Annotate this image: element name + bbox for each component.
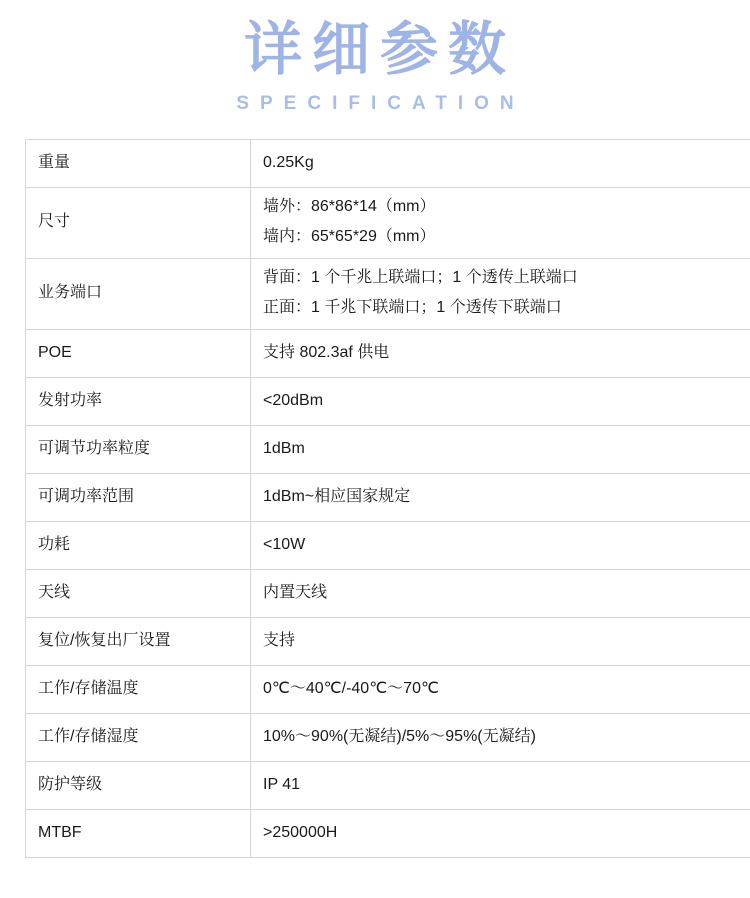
title-block xyxy=(0,0,750,115)
table-row xyxy=(26,329,750,377)
table-row xyxy=(26,377,750,425)
spec-value-line: 0.25Kg xyxy=(263,153,314,171)
spec-label-cell: 功耗 xyxy=(26,521,251,569)
page-title: 详细参数 xyxy=(243,17,516,82)
spec-value-cell xyxy=(251,258,750,329)
page-subtitle: SPECIFICATION xyxy=(236,92,525,114)
specification-table-body xyxy=(26,139,750,857)
spec-value-line: 支持 xyxy=(263,631,296,649)
spec-label-cell: 可调节功率粒度 xyxy=(26,425,251,473)
table-row xyxy=(26,665,750,713)
spec-label-cell: 工作/存储温度 xyxy=(26,665,251,713)
table-row xyxy=(26,187,750,258)
spec-label-cell: 工作/存储湿度 xyxy=(26,713,251,761)
spec-value-cell xyxy=(251,377,750,425)
spec-value-cell xyxy=(251,329,750,377)
spec-value-line: 1dBm xyxy=(263,439,305,457)
spec-value-line: IP 41 xyxy=(263,775,301,793)
table-row xyxy=(26,713,750,761)
spec-value-line: 墙内：65*65*29（mm） xyxy=(263,228,436,245)
table-row xyxy=(26,473,750,521)
spec-label-cell: 业务端口 xyxy=(26,258,251,329)
table-row xyxy=(26,617,750,665)
spec-label-cell: MTBF xyxy=(26,809,251,857)
spec-label-cell: 尺寸 xyxy=(26,187,251,258)
spec-value-cell xyxy=(251,473,750,521)
spec-value-line: <20dBm xyxy=(263,391,324,409)
spec-value-line: 墙外：86*86*14（mm） xyxy=(263,198,436,216)
spec-label-cell: 天线 xyxy=(26,569,251,617)
spec-value-line: <10W xyxy=(263,535,306,553)
table-row xyxy=(26,139,750,187)
spec-label-cell: 发射功率 xyxy=(26,377,251,425)
table-row xyxy=(26,425,750,473)
specification-table xyxy=(25,139,750,858)
spec-value-cell xyxy=(251,665,750,713)
spec-value-line: 0℃～40℃/-40℃～70℃ xyxy=(263,679,439,697)
spec-value-cell xyxy=(251,809,750,857)
spec-label-cell: 重量 xyxy=(26,139,251,187)
spec-value-line: 支持 802.3af 供电 xyxy=(263,343,390,361)
spec-label-cell: 复位/恢复出厂设置 xyxy=(26,617,251,665)
spec-label-cell: 可调功率范围 xyxy=(26,473,251,521)
spec-value-cell xyxy=(251,187,750,258)
table-row xyxy=(26,258,750,329)
spec-value-line: 正面：1 千兆下联端口；1 个透传下联端口 xyxy=(263,299,562,316)
spec-value-line: 内置天线 xyxy=(263,583,328,601)
spec-value-line: 10%～90%(无凝结)/5%～95%(无凝结) xyxy=(263,727,536,745)
spec-value-cell xyxy=(251,713,750,761)
spec-value-line: 1dBm~相应国家规定 xyxy=(263,487,411,505)
spec-label-cell: POE xyxy=(26,329,251,377)
table-row xyxy=(26,809,750,857)
spec-value-cell xyxy=(251,761,750,809)
spec-value-cell xyxy=(251,521,750,569)
spec-value-line: 背面：1 个千兆上联端口；1 个透传上联端口 xyxy=(263,269,578,287)
specification-table-wrapper xyxy=(25,139,725,858)
table-row xyxy=(26,761,750,809)
table-row xyxy=(26,521,750,569)
spec-label-cell: 防护等级 xyxy=(26,761,251,809)
table-row xyxy=(26,569,750,617)
spec-value-cell xyxy=(251,425,750,473)
spec-value-cell xyxy=(251,569,750,617)
spec-value-cell xyxy=(251,617,750,665)
spec-value-line: >250000H xyxy=(263,823,338,841)
spec-value-cell xyxy=(251,139,750,187)
